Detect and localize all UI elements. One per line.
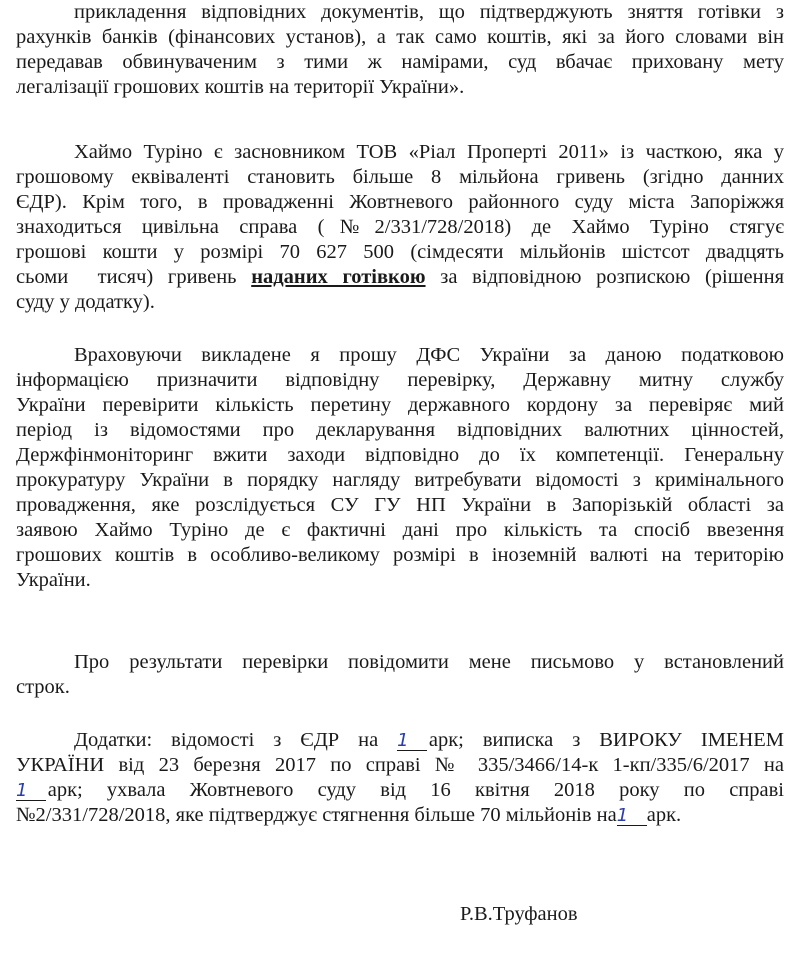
attachments-text: Додатки: відомості з ЄДР на <box>74 729 379 751</box>
text-segment: сьоми тисяч) гривень <box>16 266 252 288</box>
text-line: України перевірити кількість перетину державного кордону за перевіряє мий <box>16 394 784 416</box>
text-segment: за відповідною розпискою (рішення <box>425 266 784 288</box>
text-line: провадження, яке розслідується СУ ГУ НП України в Запорізькій області за <box>16 494 784 516</box>
text-line: грошові кошти у розмірі 70 627 500 (сімдесяти мільйонів шістсот двадцять <box>16 241 784 263</box>
text-line: легалізації грошових коштів на території України». <box>16 76 465 98</box>
text-line: України. <box>16 569 91 591</box>
handwritten-page-count: 1 <box>617 807 647 826</box>
text-line: грошових коштів в особливо-великому розмірі в іноземній валюті на територію <box>16 544 784 566</box>
emphasized-text: наданих готівкою <box>251 266 426 288</box>
text-line: Держфінмоніторинг вжити заходи відповідно до їх компетенції. Генеральну <box>16 444 784 466</box>
paragraph-request <box>16 343 784 593</box>
attachments-line <box>16 803 784 828</box>
text-line: прикладення відповідних документів, що підтверджують зняття готівки з <box>74 1 784 23</box>
text-line: прокуратуру України в порядку нагляду витребувати відомості з кримінального <box>16 469 784 491</box>
attachments-text: арк. <box>646 804 682 826</box>
attachments-text: арк; виписка з ВИРОКУ ІМЕНЕМ <box>428 729 785 751</box>
text-line: Про результати перевірки повідомити мене письмово у встановлений <box>74 651 784 673</box>
text-line: інформацією призначити відповідну перевірку, Державну митну службу <box>16 369 784 391</box>
text-line: Хаймо Турiно є засновником ТОВ «Ріал Проперті 2011» із часткою, яка у <box>74 141 784 163</box>
attachments-text: арк; ухвала Жовтневого суду від 16 квітня 2018 року по справі <box>47 779 784 801</box>
text-line: період із відомостями про декларування відповідних валютних цінностей, <box>16 419 784 441</box>
handwritten-page-count: 1 <box>397 732 427 751</box>
text-line: передавав обвинуваченим з тими ж намірами, суд вбачає приховану мету <box>16 51 784 73</box>
paragraph-turino-founder <box>16 140 784 315</box>
text-line: грошовому еквіваленті становить більше 8 мільйона гривень (згідно данних <box>16 166 784 188</box>
handwritten-page-count: 1 <box>16 782 46 801</box>
paragraph-legalization <box>16 0 784 100</box>
paragraph-attachments <box>16 728 784 828</box>
attachments-line <box>16 778 784 803</box>
attachments-text: №2/331/728/2018, яке підтверджує стягнення більше 70 мільйонів на <box>16 804 617 826</box>
text-line: ЄДР). Крім того, в провадженні Жовтневого районного суду міста Запоріжжя <box>16 191 784 213</box>
paragraph-notify <box>16 650 784 700</box>
attachments-line: УКРАЇНИ від 23 березня 2017 по справі № 335/3466/14-к 1-кп/335/6/2017 на <box>16 754 784 776</box>
text-line: знаходиться цивільна справа (№2/331/728/2018) де Хаймо Туріно стягує <box>16 216 784 238</box>
signature-name: Р.В.Труфанов <box>460 903 578 925</box>
text-line: заявою Хаймо Туріно де є фактичні дані про кількість та спосіб ввезення <box>16 519 784 541</box>
text-line: рахунків банків (фінансових установ), а так само коштів, які за його словами він <box>16 26 784 48</box>
text-line: Враховуючи викладене я прошу ДФС України за даною податковою <box>74 344 784 366</box>
text-line: строк. <box>16 676 70 698</box>
attachments-line <box>16 728 784 753</box>
text-line <box>16 265 784 290</box>
text-line: суду у додатку). <box>16 291 155 313</box>
